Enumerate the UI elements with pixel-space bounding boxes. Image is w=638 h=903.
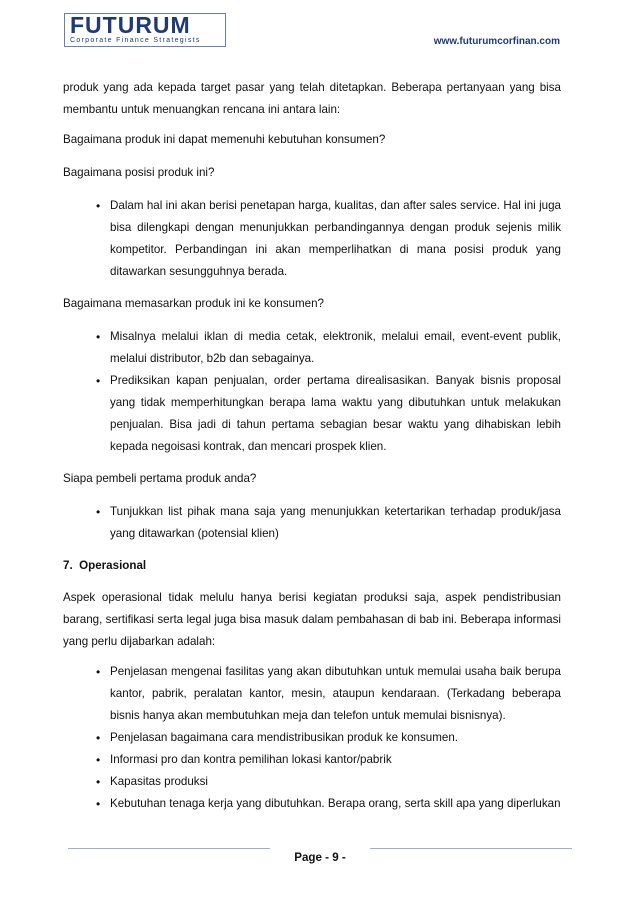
list-item: • Kapasitas produksi bbox=[63, 771, 561, 793]
logo-wordmark: FUTURUM bbox=[70, 12, 191, 38]
section-intro: Aspek operasional tidak melulu hanya berisi kegiatan produksi saja, aspek pendistribusian barang, sertifikasi serta legal juga bisa masuk dalam pembahasan di bab ini. Beberapa informasi yang perlu dijabarkan adalah: bbox=[63, 591, 561, 648]
list-item: • Prediksikan kapan penjualan, order pertama direalisasikan. Banyak bisnis proposal yang tidak memperhitungkan berapa lama waktu yang dibutuhkan untuk melakukan penjualan. Bisa jadi di tahun pertama sebagian besar waktu yang dihabiskan lebih kepada negoisasi kontrak, dan mencari prospek klien. bbox=[63, 370, 561, 458]
question-2: Bagaimana posisi produk ini? bbox=[63, 166, 215, 179]
question-2-list bbox=[63, 195, 561, 283]
question-3: Bagaimana memasarkan produk ini ke konsumen? bbox=[63, 297, 325, 310]
section-heading: 7. Operasional bbox=[63, 559, 147, 572]
list-item: • Informasi pro dan kontra pemilihan lokasi kantor/pabrik bbox=[63, 749, 561, 771]
footer-rule-right bbox=[370, 848, 572, 849]
footer-rule-left bbox=[68, 848, 270, 849]
list-item: • Dalam hal ini akan berisi penetapan harga, kualitas, dan after sales service. Hal ini juga bisa dilengkapi dengan menunjukkan perbandingannya dengan produk sejenis milik kompetitor. Perbandingan ini akan memperlihatkan di mana posisi produk yang ditawarkan sesungguhnya berada. bbox=[63, 195, 561, 283]
list-item: • Misalnya melalui iklan di media cetak, elektronik, melalui email, event-event publik, melalui distributor, b2b dan sebagainya. bbox=[63, 326, 561, 370]
intro-paragraph: produk yang ada kepada target pasar yang telah ditetapkan. Beberapa pertanyaan yang bisa membantu untuk menuangkan rencana ini antara lain: bbox=[63, 81, 561, 116]
logo-tagline: Corporate Finance Strategists bbox=[70, 37, 201, 44]
list-item: • Penjelasan mengenai fasilitas yang akan dibutuhkan untuk memulai usaha baik berupa kantor, pabrik, peralatan kantor, mesin, ataupun kendaraan. (Terkadang beberapa bisnis hanya akan membutuhkan meja dan telefon untuk memulai bisnisnya). bbox=[63, 661, 561, 727]
question-3-list bbox=[63, 326, 561, 458]
question-4-list bbox=[63, 501, 561, 545]
list-item: • Penjelasan bagaimana cara mendistribusikan produk ke konsumen. bbox=[63, 727, 561, 749]
list-item: • Tunjukkan list pihak mana saja yang menunjukkan ketertarikan terhadap produk/jasa yang ditawarkan (potensial klien) bbox=[63, 501, 561, 545]
page-footer bbox=[0, 835, 638, 875]
page-content bbox=[63, 77, 561, 825]
page-number: Page - 9 - bbox=[294, 851, 346, 864]
section-list bbox=[63, 661, 561, 815]
header-url: www.futurumcorfinan.com bbox=[433, 36, 560, 47]
question-1: Bagaimana produk ini dapat memenuhi kebutuhan konsumen? bbox=[63, 133, 386, 146]
futurum-logo bbox=[64, 13, 226, 47]
list-item: • Kebutuhan tenaga kerja yang dibutuhkan. Berapa orang, serta skill apa yang diperlukan bbox=[63, 793, 561, 815]
question-4: Siapa pembeli pertama produk anda? bbox=[63, 472, 257, 485]
